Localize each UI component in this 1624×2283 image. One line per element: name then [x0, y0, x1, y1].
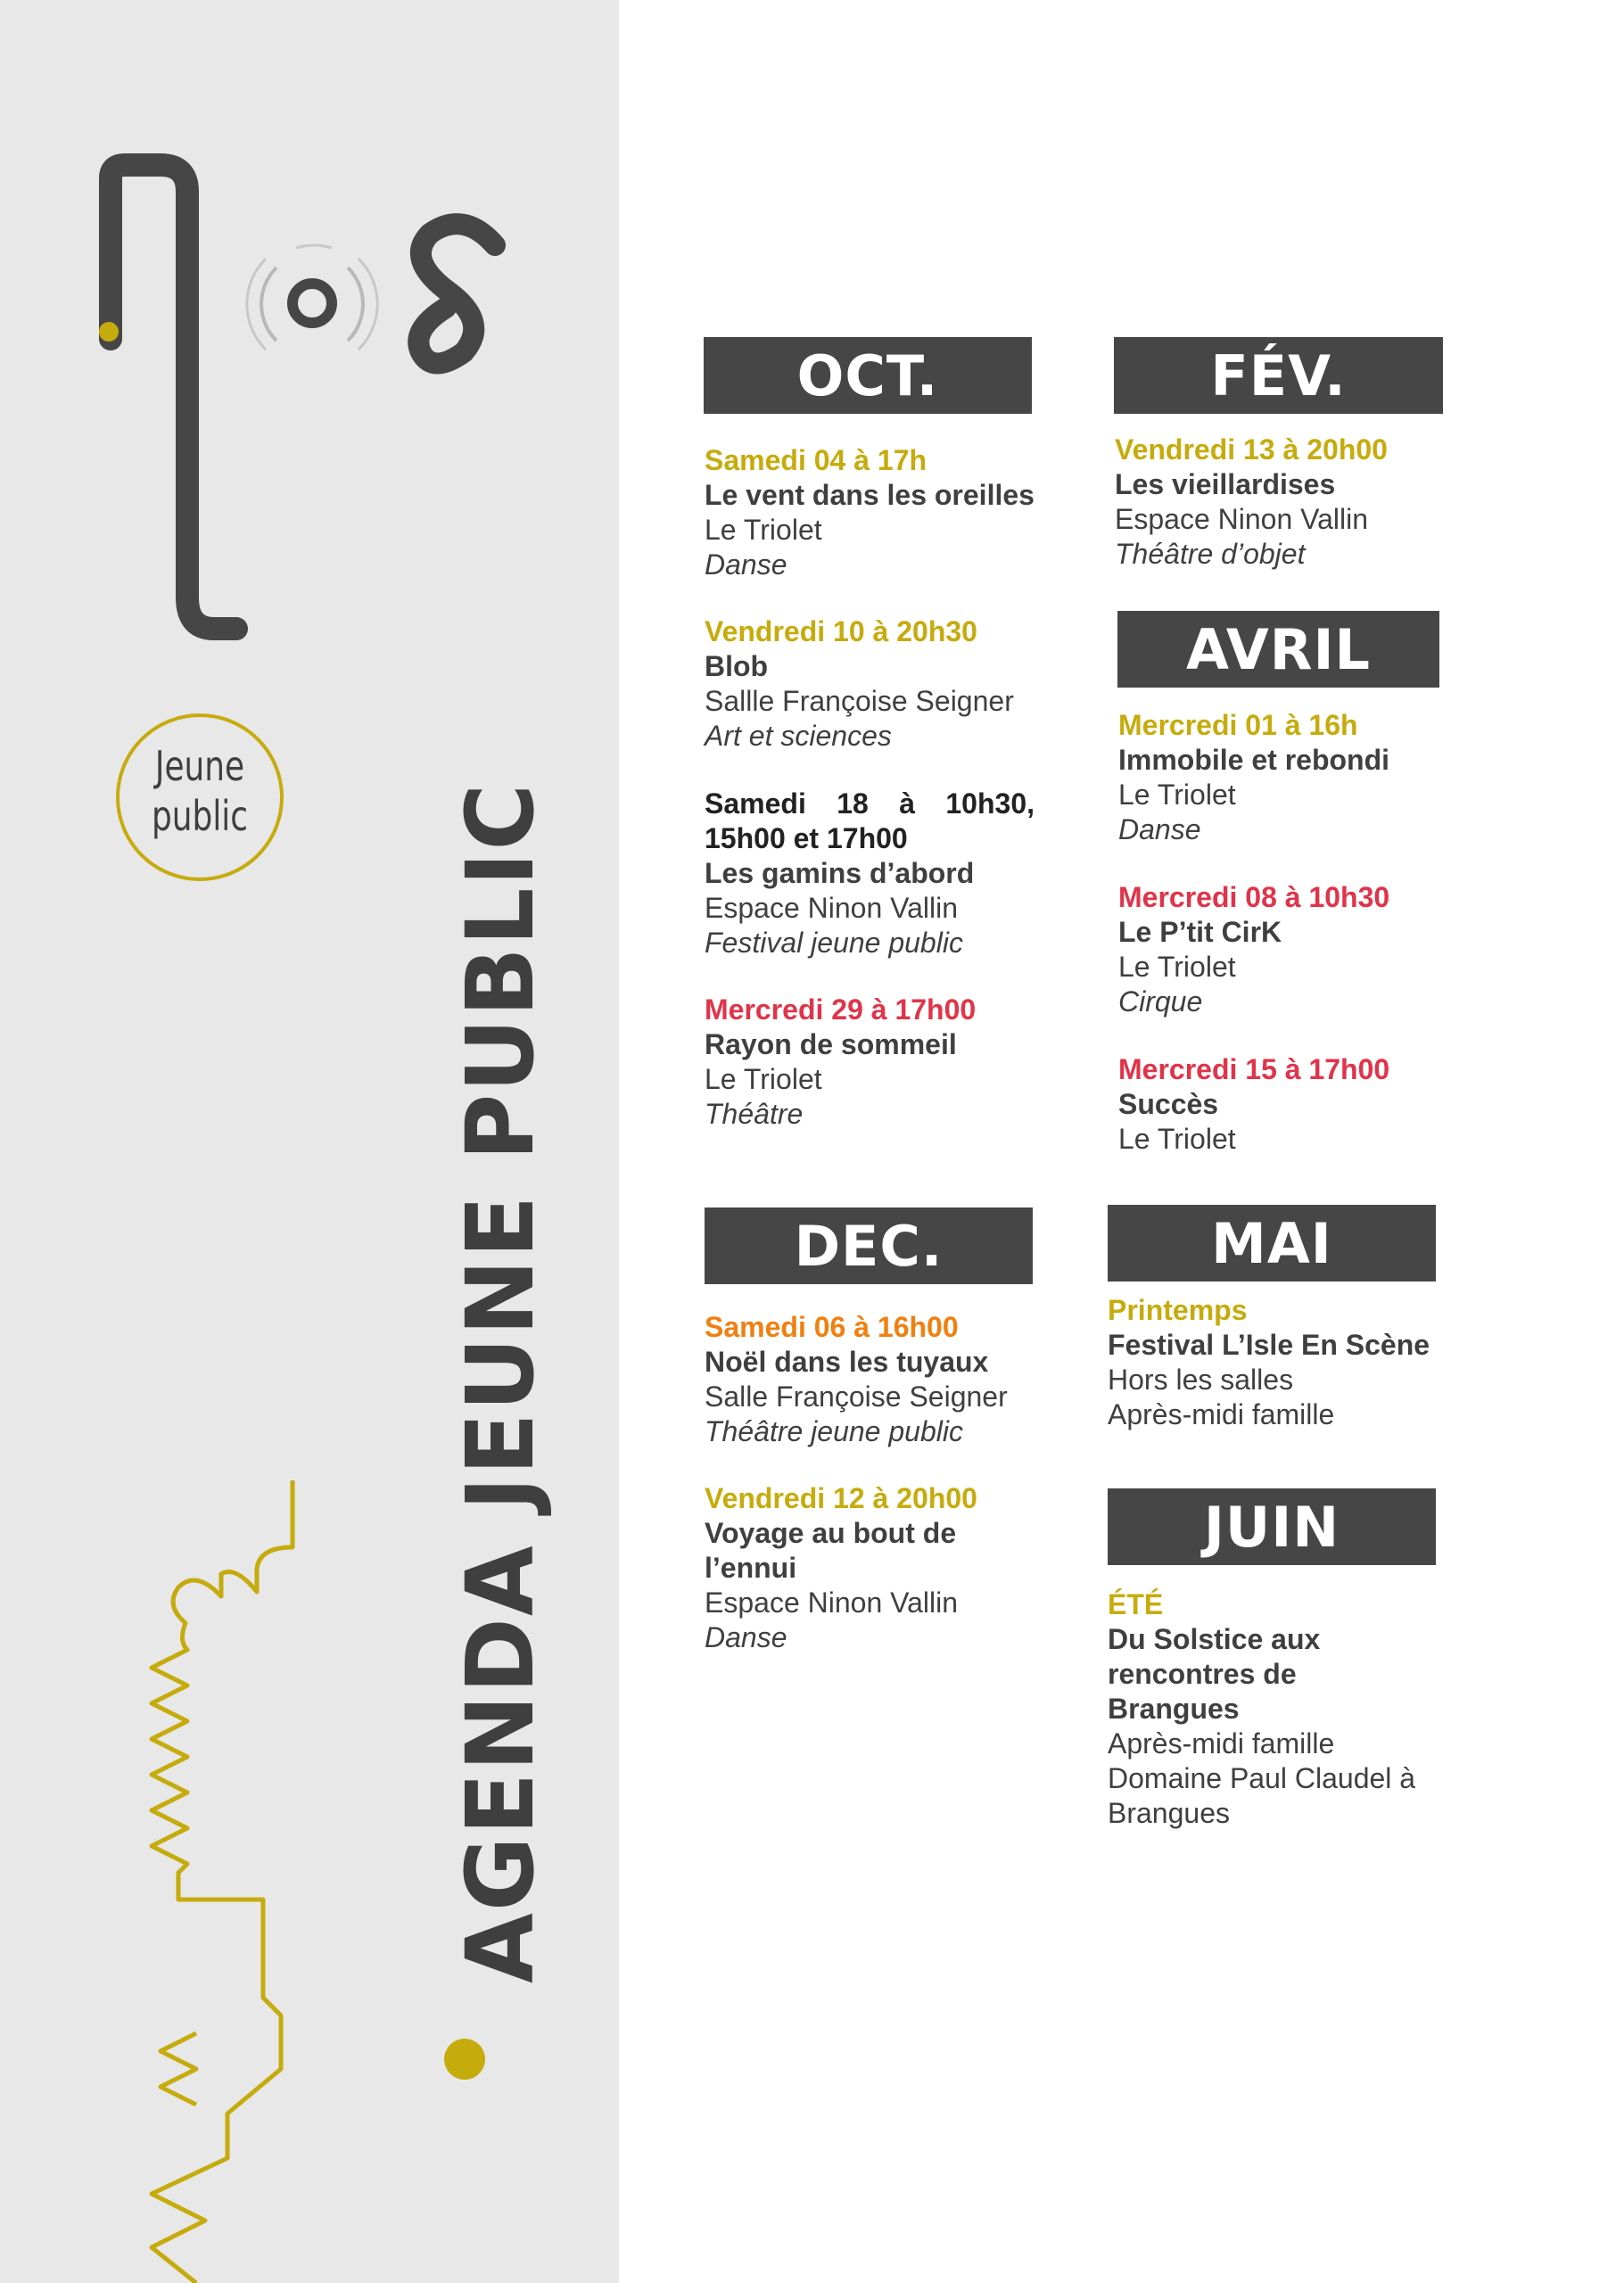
event-avril-1 [1118, 708, 1457, 847]
event-note: Après-midi famille [1108, 1727, 1335, 1760]
event-date: Printemps [1108, 1294, 1248, 1326]
event-venue: Espace Ninon Vallin [705, 892, 959, 924]
month-header-avril: AVRIL [1117, 611, 1439, 688]
event-venue: Le Triolet [705, 1063, 822, 1095]
page-title [446, 757, 555, 1983]
event-title: Le P’tit CirK [1118, 916, 1282, 948]
event-oct-3 [705, 787, 1035, 960]
event-note: Après-midi famille [1108, 1398, 1335, 1430]
event-title: Festival L’Isle En Scène [1108, 1329, 1430, 1361]
month-header-dec: DEC. [705, 1207, 1033, 1284]
month-header-juin: JUIN [1108, 1488, 1436, 1565]
event-date: Mercredi 29 à 17h00 [705, 993, 977, 1026]
event-title: Rayon de sommeil [705, 1028, 957, 1060]
event-title: Le vent dans les oreilles [705, 479, 1035, 511]
event-fev-1 [1115, 433, 1454, 572]
event-category: Festival jeune public [705, 927, 963, 959]
badge-line-2: public [152, 792, 248, 840]
event-title: Noël dans les tuyaux [705, 1346, 989, 1378]
event-venue: Le Triolet [1118, 779, 1236, 811]
sidebar [0, 0, 619, 2283]
event-juin-1 [1108, 1587, 1455, 1831]
event-category: Danse [705, 548, 787, 581]
event-title: Les vieillardises [1115, 468, 1336, 500]
event-title: Blob [705, 650, 769, 682]
page-title-text: AGENDA JEUNE PUBLIC [446, 781, 555, 1983]
event-title: Succès [1118, 1088, 1219, 1120]
jeune-public-badge [116, 713, 284, 881]
event-category: Art et sciences [705, 720, 892, 752]
event-venue: Hors les salles [1108, 1364, 1294, 1396]
event-date: Mercredi 01 à 16h [1118, 709, 1358, 741]
event-venue: Le Triolet [1118, 1123, 1236, 1155]
event-title: Du Solstice aux rencontres de Brangues [1108, 1623, 1321, 1725]
event-venue: Domaine Paul Claudel à Brangues [1108, 1762, 1416, 1829]
event-date: Vendredi 10 à 20h30 [705, 615, 977, 647]
event-venue: Sallle Françoise Seigner [705, 685, 1014, 717]
month-header-mai: MAI [1108, 1205, 1436, 1282]
month-header-fev: FÉV. [1114, 337, 1443, 414]
event-category: Cirque [1118, 985, 1203, 1018]
skyline-line-drawing [143, 1463, 321, 2283]
event-title: Les gamins d’abord [705, 857, 975, 889]
gold-dot [444, 2039, 485, 2080]
month-header-oct: OCT. [704, 337, 1032, 414]
event-category: Théâtre [705, 1098, 804, 1130]
event-dec-2 [705, 1481, 1026, 1655]
event-date: Mercredi 08 à 10h30 [1118, 881, 1390, 913]
event-date: Samedi 06 à 16h00 [705, 1311, 959, 1343]
event-oct-4 [705, 993, 1043, 1132]
event-date: Samedi 18 à 10h30, 15h00 et 17h00 [705, 787, 1035, 854]
event-avril-3 [1118, 1052, 1457, 1157]
event-category: Théâtre d’objet [1115, 538, 1306, 570]
event-category: Théâtre jeune public [705, 1415, 963, 1447]
event-venue: Le Triolet [705, 514, 822, 546]
event-date: Samedi 04 à 17h [705, 444, 927, 476]
event-oct-2 [705, 614, 1043, 754]
season-logo-graphic [89, 134, 517, 651]
event-category: Danse [705, 1621, 787, 1653]
event-avril-2 [1118, 880, 1457, 1019]
event-date: Vendredi 12 à 20h00 [705, 1482, 977, 1514]
event-date: Mercredi 15 à 17h00 [1118, 1053, 1390, 1085]
event-dec-1 [705, 1310, 1043, 1449]
event-venue: Le Triolet [1118, 951, 1236, 983]
event-title: Voyage au bout de l’ennui [705, 1517, 957, 1584]
badge-line-1: Jeune [154, 742, 245, 790]
event-oct-1 [705, 443, 1043, 582]
event-venue: Espace Ninon Vallin [1115, 503, 1369, 535]
event-mai-1 [1108, 1293, 1455, 1432]
event-date: Vendredi 13 à 20h00 [1115, 433, 1388, 466]
event-category: Danse [1118, 813, 1201, 845]
event-venue: Espace Ninon Vallin [705, 1587, 959, 1619]
event-date: ÉTÉ [1108, 1588, 1164, 1620]
event-title: Immobile et rebondi [1118, 744, 1390, 776]
event-venue: Salle Françoise Seigner [705, 1381, 1008, 1413]
